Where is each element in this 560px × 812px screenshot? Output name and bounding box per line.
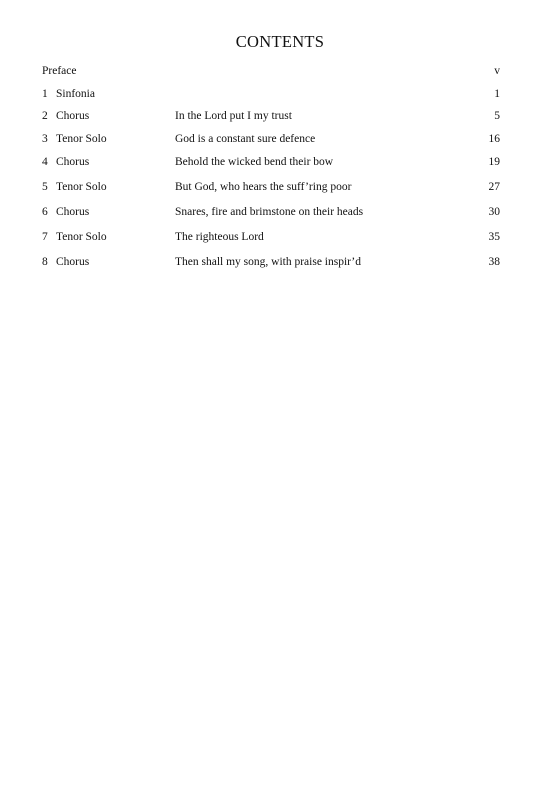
movement-page-number: 5 (494, 110, 500, 122)
toc-row (42, 229, 500, 245)
movement-number: 3 (42, 133, 48, 145)
movement-page-number: 27 (488, 181, 500, 193)
movement-number: 5 (42, 181, 48, 193)
movement-number: 7 (42, 231, 48, 243)
movement-page-number: 16 (488, 133, 500, 145)
movement-number: 4 (42, 156, 48, 168)
movement-type: Chorus (56, 256, 90, 268)
movement-number: 2 (42, 110, 48, 122)
movement-text: Behold the wicked bend their bow (175, 156, 334, 168)
movement-page-number: 1 (494, 88, 500, 100)
movement-text: But God, who hears the suff’ring poor (175, 181, 352, 193)
movement-type: Sinfonia (56, 88, 95, 100)
movement-page-number: 30 (488, 206, 500, 218)
preface-page-number: v (494, 65, 500, 77)
movement-page-number: 19 (488, 156, 500, 168)
toc-row-preface (42, 63, 500, 79)
movement-type: Tenor Solo (56, 133, 107, 145)
page-title: CONTENTS (235, 32, 325, 51)
toc-row (42, 86, 500, 102)
movement-text: Snares, fire and brimstone on their heads (175, 206, 364, 218)
movement-type: Tenor Solo (56, 231, 107, 243)
movement-type: Chorus (56, 206, 90, 218)
toc-row (42, 131, 500, 147)
movement-text: God is a constant sure defence (175, 133, 316, 145)
movement-number: 1 (42, 88, 48, 100)
toc-row (42, 108, 500, 124)
movement-text: In the Lord put I my trust (175, 110, 292, 122)
movement-page-number: 38 (488, 256, 500, 268)
movement-type: Tenor Solo (56, 181, 107, 193)
preface-label: Preface (42, 65, 77, 77)
movement-type: Chorus (56, 156, 90, 168)
toc-row (42, 154, 500, 170)
movement-page-number: 35 (488, 231, 500, 243)
movement-number: 6 (42, 206, 48, 218)
movement-text: The righteous Lord (175, 231, 264, 243)
toc-row (42, 179, 500, 195)
movement-type: Chorus (56, 110, 90, 122)
toc-row (42, 254, 500, 270)
movement-text: Then shall my song, with praise inspir’d (175, 256, 361, 268)
toc-row (42, 204, 500, 220)
movement-number: 8 (42, 256, 48, 268)
